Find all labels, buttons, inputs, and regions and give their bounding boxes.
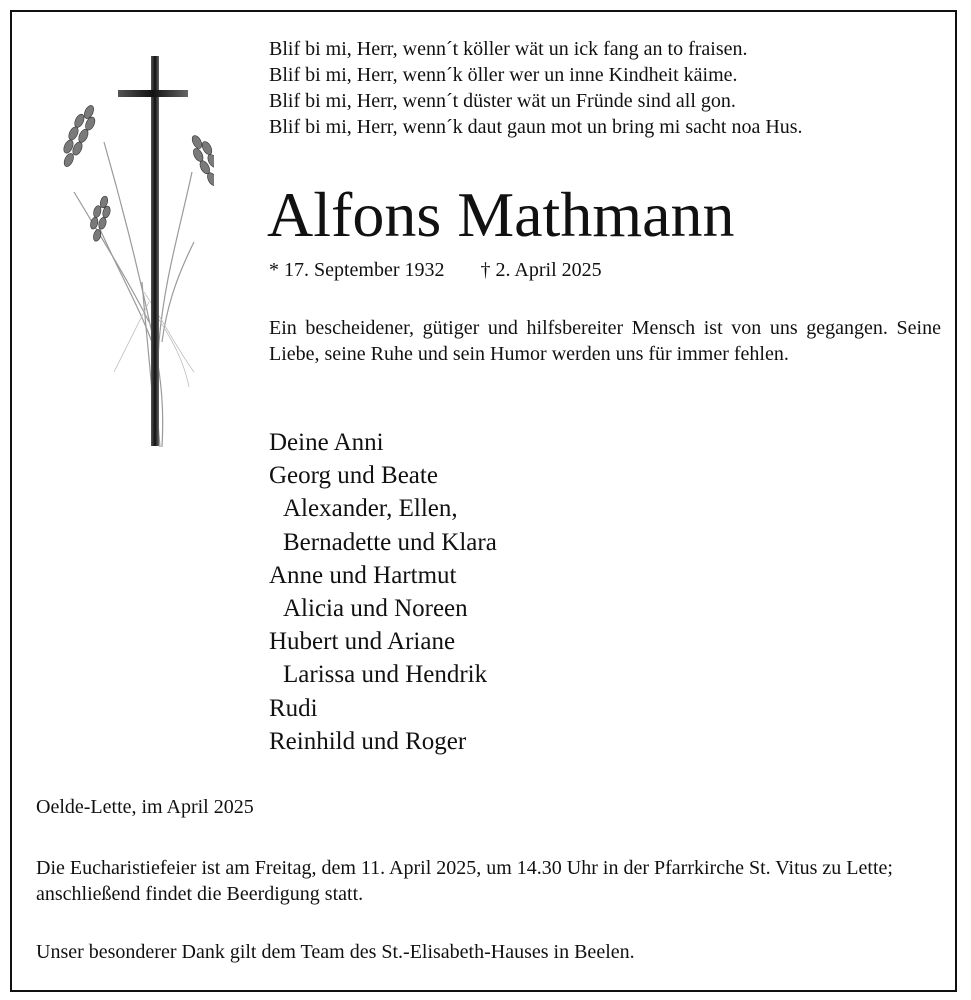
mourner: Hubert und Ariane xyxy=(269,628,456,656)
verse-line: Blif bi mi, Herr, wenn´k daut gaun mot un bring mi sacht noa Hus. xyxy=(269,116,803,138)
service-info: Die Eucharistiefeier ist am Freitag, dem 11. April 2025, um 14.30 Uhr in der Pfarrkirche St. Vitus zu Lette; anschließend findet die Beerdigung statt. xyxy=(36,857,893,905)
mourner: Rudi xyxy=(269,694,318,722)
mourner: Larissa und Hendrik xyxy=(283,661,488,689)
mourner: Deine Anni xyxy=(269,429,384,456)
tribute-text: Ein bescheidener, gütiger und hilfsbereiter Mensch ist von uns gegangen. Seine Liebe, seine Ruhe und sein Humor werden uns für immer fehlen. xyxy=(269,317,941,365)
life-dates xyxy=(269,257,602,283)
verse-line: Blif bi mi, Herr, wenn´k öller wer un inne Kindheit käime. xyxy=(269,64,738,86)
verse xyxy=(269,36,803,140)
thanks-note: Unser besonderer Dank gilt dem Team des St.-Elisabeth-Hauses in Beelen. xyxy=(36,941,635,963)
death-date: † 2. April 2025 xyxy=(480,259,602,281)
mourner: Reinhild und Roger xyxy=(269,727,467,755)
mourner: Alicia und Noreen xyxy=(283,595,468,623)
mourner: Anne und Hartmut xyxy=(269,561,457,589)
mourner: Georg und Beate xyxy=(269,462,438,490)
verse-line: Blif bi mi, Herr, wenn´t düster wät un Fründe sind all gon. xyxy=(269,90,736,112)
birth-date: * 17. September 1932 xyxy=(269,259,445,281)
mourner: Alexander, Ellen, xyxy=(283,495,458,523)
obituary-notice xyxy=(10,10,957,992)
mourner: Bernadette und Klara xyxy=(283,528,497,556)
cross-with-wheat-icon xyxy=(44,42,214,452)
verse-line: Blif bi mi, Herr, wenn´t köller wät un ick fang an to fraisen. xyxy=(269,38,748,60)
deceased-name: Alfons Mathmann xyxy=(267,179,735,250)
mourners-list xyxy=(269,426,497,758)
place-date: Oelde-Lette, im April 2025 xyxy=(36,796,254,818)
